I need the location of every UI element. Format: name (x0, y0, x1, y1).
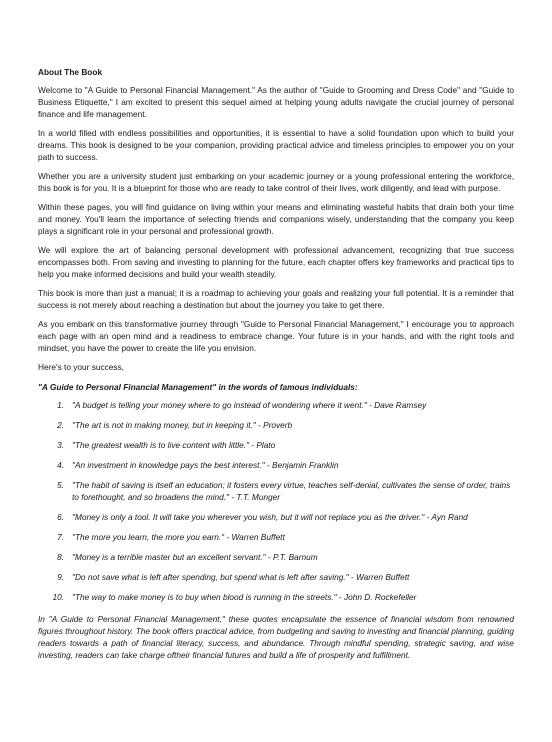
quote-item (38, 459, 514, 471)
closing-paragraph: In "A Guide to Personal Financial Management," these quotes encapsulate the essence of financial wisdom from renowned figures throughout history. The book offers practical advice, from budgeting and saving to investing and financial planning, guiding readers towards a path of financial literacy, success, and abundance. Through mindful spending, strategic saving, and wise investing, readers can take charge oftheir financial futures and build a life of prosperity and fulfillment. (38, 614, 514, 660)
quote-text: "The art is not in making money, but in keeping it." - Proverb (72, 420, 293, 430)
roadmap-paragraph: This book is more than just a manual; it is a roadmap to achieving your goals and realizing your full potential. It is a reminder that success is not merely about reaching a destination but about the journey you take to get there. (38, 288, 514, 310)
document-page (38, 66, 514, 661)
quote-number: 7. (57, 532, 64, 542)
quote-item (38, 439, 514, 451)
quote-text: "Do not save what is left after spending, but spend what is left after saving." - Warren Buffett (72, 572, 410, 582)
foundation-paragraph: In a world filled with endless possibilities and opportunities, it is essential to have a solid foundation upon which to build your dreams. This book is designed to be your companion, providing practical advice and timeless principles to empower you on your path to success. (38, 128, 514, 162)
quote-text: "An investment in knowledge pays the best interest." - Benjamin Franklin (72, 460, 339, 470)
quote-text: "The greatest wealth is to live content with little." - Plato (72, 440, 276, 450)
balance-paragraph: We will explore the art of balancing personal development with professional advancement, recognizing that true success encompasses both. From saving and investing to planning for the future, each chapter offers key frameworks and practical tips to help you make informed decisions and build your wealth steadily. (38, 245, 514, 279)
sign-off: Here's to your success, (38, 362, 124, 372)
quote-item (38, 511, 514, 523)
quote-item (38, 419, 514, 431)
quote-text: "Money is a terrible master but an excellent servant." - P.T. Barnum (72, 552, 318, 562)
quote-text: "The way to make money is to buy when blood is running in the streets." - John D. Rockefeller (72, 592, 417, 602)
journey-paragraph: As you embark on this transformative journey through "Guide to Personal Financial Management," I encourage you to approach each page with an open mind and a readiness to embrace change. Your future is in your hands, and with the right tools and mindset, you have the power to create the life you envision. (38, 319, 514, 353)
quote-number: 4. (57, 460, 64, 470)
quotes-title: "A Guide to Personal Financial Management" in the words of famous individuals: (38, 382, 358, 392)
quote-number: 5. (57, 480, 64, 490)
quote-item (38, 571, 514, 583)
quote-number: 9. (57, 572, 64, 582)
section-heading: About The Book (38, 67, 103, 77)
quote-text: "A budget is telling your money where to go instead of wondering where it went." - Dave Ramsey (72, 400, 427, 410)
quote-item (38, 479, 514, 503)
quote-number: 8. (57, 552, 64, 562)
quote-item (38, 551, 514, 563)
quote-number: 10. (52, 592, 64, 602)
quotes-list (38, 399, 514, 603)
intro-paragraph: Welcome to "A Guide to Personal Financial Management." As the author of "Guide to Grooming and Dress Code" and "Guide to Business Etiquette," I am excited to present this sequel aimed at helping young adults navigate the crucial journey of personal finance and life management. (38, 85, 514, 119)
guidance-paragraph: Within these pages, you will find guidance on living within your means and eliminating wasteful habits that drain both your time and money. You'll learn the importance of selecting friends and companions wisely, understanding that the company you keep plays a significant role in your personal and professional growth. (38, 202, 514, 236)
quote-text: "The more you learn, the more you earn." - Warren Buffett (72, 532, 285, 542)
quote-item (38, 591, 514, 603)
quote-number: 6. (57, 512, 64, 522)
quote-text: "Money is only a tool. It will take you wherever you wish, but it will not replace you as the driver." - Ayn Rand (72, 512, 468, 522)
audience-paragraph: Whether you are a university student just embarking on your academic journey or a young professional entering the workforce, this book is for you. It is a blueprint for those who are ready to take control of their lives, work diligently, and lead with purpose. (38, 171, 514, 193)
quote-number: 2. (57, 420, 64, 430)
quote-number: 1. (57, 400, 64, 410)
quote-number: 3. (57, 440, 64, 450)
quote-item (38, 531, 514, 543)
quote-text: "The habit of saving is itself an education; it fosters every virtue, teaches self-denial, cultivates the sense of order, trains to forethought, and so broadens the mind." - T.T. Munger (72, 480, 511, 502)
quote-item (38, 399, 514, 411)
